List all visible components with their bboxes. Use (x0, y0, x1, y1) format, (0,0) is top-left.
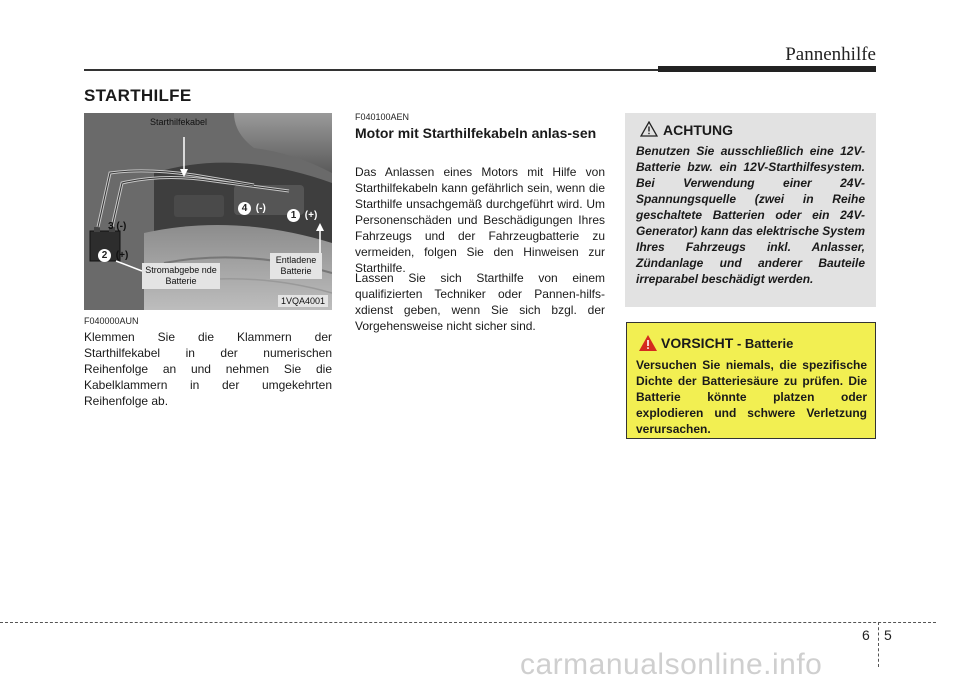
marker-2 (98, 249, 128, 262)
marker-3-num: 3 (108, 221, 114, 232)
marker-1 (287, 209, 317, 222)
chapter-number: 6 (862, 627, 870, 643)
marker-2-sign: (+) (115, 250, 129, 261)
vorsicht-title-sub: - Batterie (733, 336, 794, 351)
middle-paragraph-2: Lassen Sie sich Starthilfe von einem qualifizierten Techniker oder Pannen-hilfs-xdienst geben, wenn Sie sich bzgl. der Vorgehensweise nicht sicher sind. (355, 271, 605, 333)
header-rule (84, 69, 662, 71)
marker-3-sign: (-) (116, 221, 127, 232)
marker-3 (108, 220, 126, 233)
marker-1-num: 1 (287, 209, 300, 222)
dead-battery-label: Entladene Batterie (270, 253, 322, 279)
vorsicht-text: Versuchen Sie niemals, die spezifische Dichte der Batteriesäure zu prüfen. Die Batterie könnte platzen oder explodieren und schwere Verletzung verursachen. (636, 358, 867, 436)
marker-1-sign: (+) (304, 210, 318, 221)
vorsicht-title (661, 335, 793, 351)
cable-label: Starthilfekabel (150, 117, 208, 127)
achtung-title: ACHTUNG (663, 122, 733, 138)
figure-code: 1VQA4001 (278, 295, 328, 307)
page-number: 5 (884, 627, 892, 643)
marker-2-num: 2 (98, 249, 111, 262)
jump-start-figure (84, 113, 332, 310)
achtung-box (625, 113, 876, 307)
watermark: carmanualsonline.info (520, 648, 823, 681)
marker-4 (238, 202, 266, 215)
middle-section-code: F040100AEN (355, 112, 410, 122)
vorsicht-box (626, 322, 876, 439)
source-battery-label: Stromabgebe nde Batterie (142, 263, 220, 289)
footer-rule (0, 622, 936, 623)
header-rule-thick (658, 66, 876, 72)
warning-outline-icon (640, 121, 658, 137)
marker-4-sign: (-) (255, 203, 266, 214)
middle-paragraph-1: Das Anlassen eines Motors mit Hilfe von Starthilfekabeln kann gefährlich sein, wenn die Starthilfe unsachgemäß durchgeführt wird. Um Personenschäden und Beschädigungen Ihres Fahrzeugs und der Fahrzeugbatterie zu vermeiden, folgen Sie den Hinweisen zur Starthilfe. (355, 165, 605, 275)
achtung-text: Benutzen Sie ausschließlich eine 12V-Batterie bzw. ein 12V-Starthilfesystem. Bei Verwendung einer 24V-Spannungsquelle (zwei in Reihe geschaltete Batterien oder ein 24V-Generator) kann das elektrische System Ihres Fahrzeugs inkl. Anlasser, Zündanlage und anderer Bauteile irreparabel beschädigt werden. (636, 144, 865, 286)
chapter-title: Pannenhilfe (785, 44, 876, 65)
left-body-text: Klemmen Sie die Klammern der Starthilfekabel in der numerischen Reihenfolge an und nehmen Sie die Kabelklammern in der umgekehrten Reihenfolge ab. (84, 330, 332, 408)
warning-filled-icon (638, 334, 658, 352)
left-section-code: F040000AUN (84, 316, 139, 326)
jump-start-heading: Motor mit Starthilfekabeln anlas-sen (355, 125, 597, 141)
page-number-divider (878, 622, 879, 667)
section-heading: STARTHILFE (84, 86, 192, 105)
marker-4-num: 4 (238, 202, 251, 215)
vorsicht-title-main: VORSICHT (661, 335, 734, 351)
